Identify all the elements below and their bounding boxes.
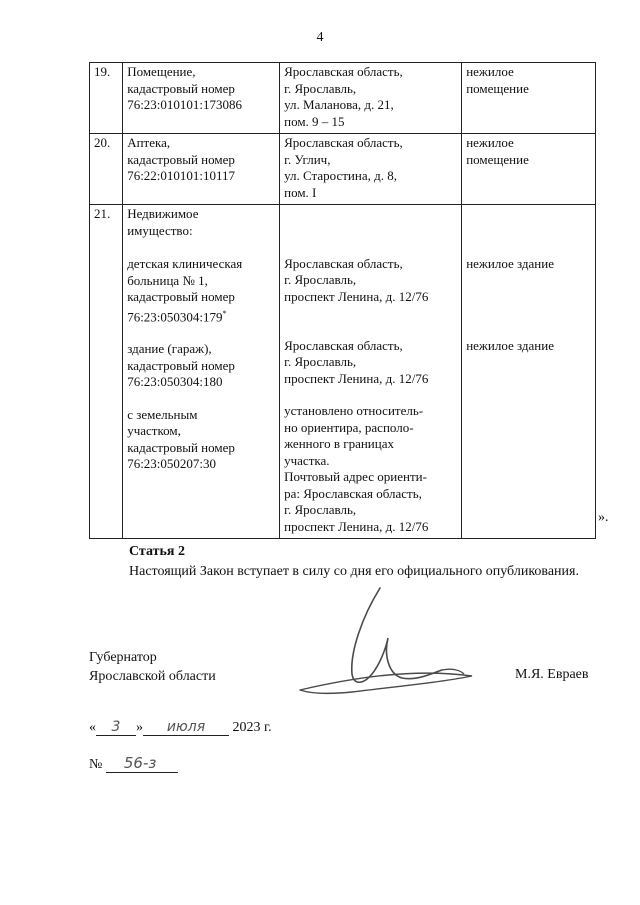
governor-name: М.Я. Евраев	[515, 667, 589, 682]
property-type: нежилое помещение	[462, 63, 596, 134]
closing-quote: ».	[598, 510, 609, 525]
footnote-mark: *	[222, 308, 227, 318]
date-day: 3	[96, 720, 136, 736]
article-title: Статья 2	[129, 544, 185, 559]
article-text: Настоящий Закон вступает в силу со дня его официального опубликования.	[129, 564, 579, 579]
row-number: 20.	[90, 134, 123, 205]
date-month: июля	[143, 720, 229, 736]
property-name: Помещение, кадастровый номер 76:23:010101:173086	[123, 63, 280, 134]
property-type: нежилое помещение	[462, 134, 596, 205]
property-table	[89, 62, 596, 539]
handwritten-signature	[292, 582, 482, 702]
signatory-title: Губернатор Ярославской области	[89, 650, 216, 684]
property-name: Недвижимое имущество: детская клиническая больница № 1, кадастровый номер 76:23:050304:179* здание (гараж), кадастровый номер 76:23:050304:180 с земельным участком, кадастровый номер 76:23:050207:30	[123, 205, 280, 539]
page-number: 4	[316, 30, 324, 45]
row-number: 21.	[90, 205, 123, 539]
property-address: Ярославская область, г. Углич, ул. Старостина, д. 8, пом. I	[280, 134, 462, 205]
row-number: 19.	[90, 63, 123, 134]
table-row	[90, 134, 596, 205]
property-type: нежилое здание нежилое здание	[462, 205, 596, 539]
property-address: Ярославская область, г. Ярославль, проспект Ленина, д. 12/76 Ярославская область, г. Ярославль, проспект Ленина, д. 12/76 установлено относитель- но ориентира, располо- женного в границах участка. Почтовый адрес ориенти- ра: Ярославская область, г. Ярославль, проспект Ленина, д. 12/76	[280, 205, 462, 539]
date-year: 2023 г.	[232, 720, 272, 735]
property-address: Ярославская область, г. Ярославль, ул. Маланова, д. 21, пом. 9 – 15	[280, 63, 462, 134]
table-row	[90, 63, 596, 134]
date-line: « 3 » июля 2023 г.	[89, 719, 272, 735]
law-number-line: № 56-з	[89, 754, 178, 773]
property-name: Аптека, кадастровый номер 76:22:010101:10117	[123, 134, 280, 205]
table-row	[90, 205, 596, 539]
law-number: 56-з	[106, 754, 178, 773]
